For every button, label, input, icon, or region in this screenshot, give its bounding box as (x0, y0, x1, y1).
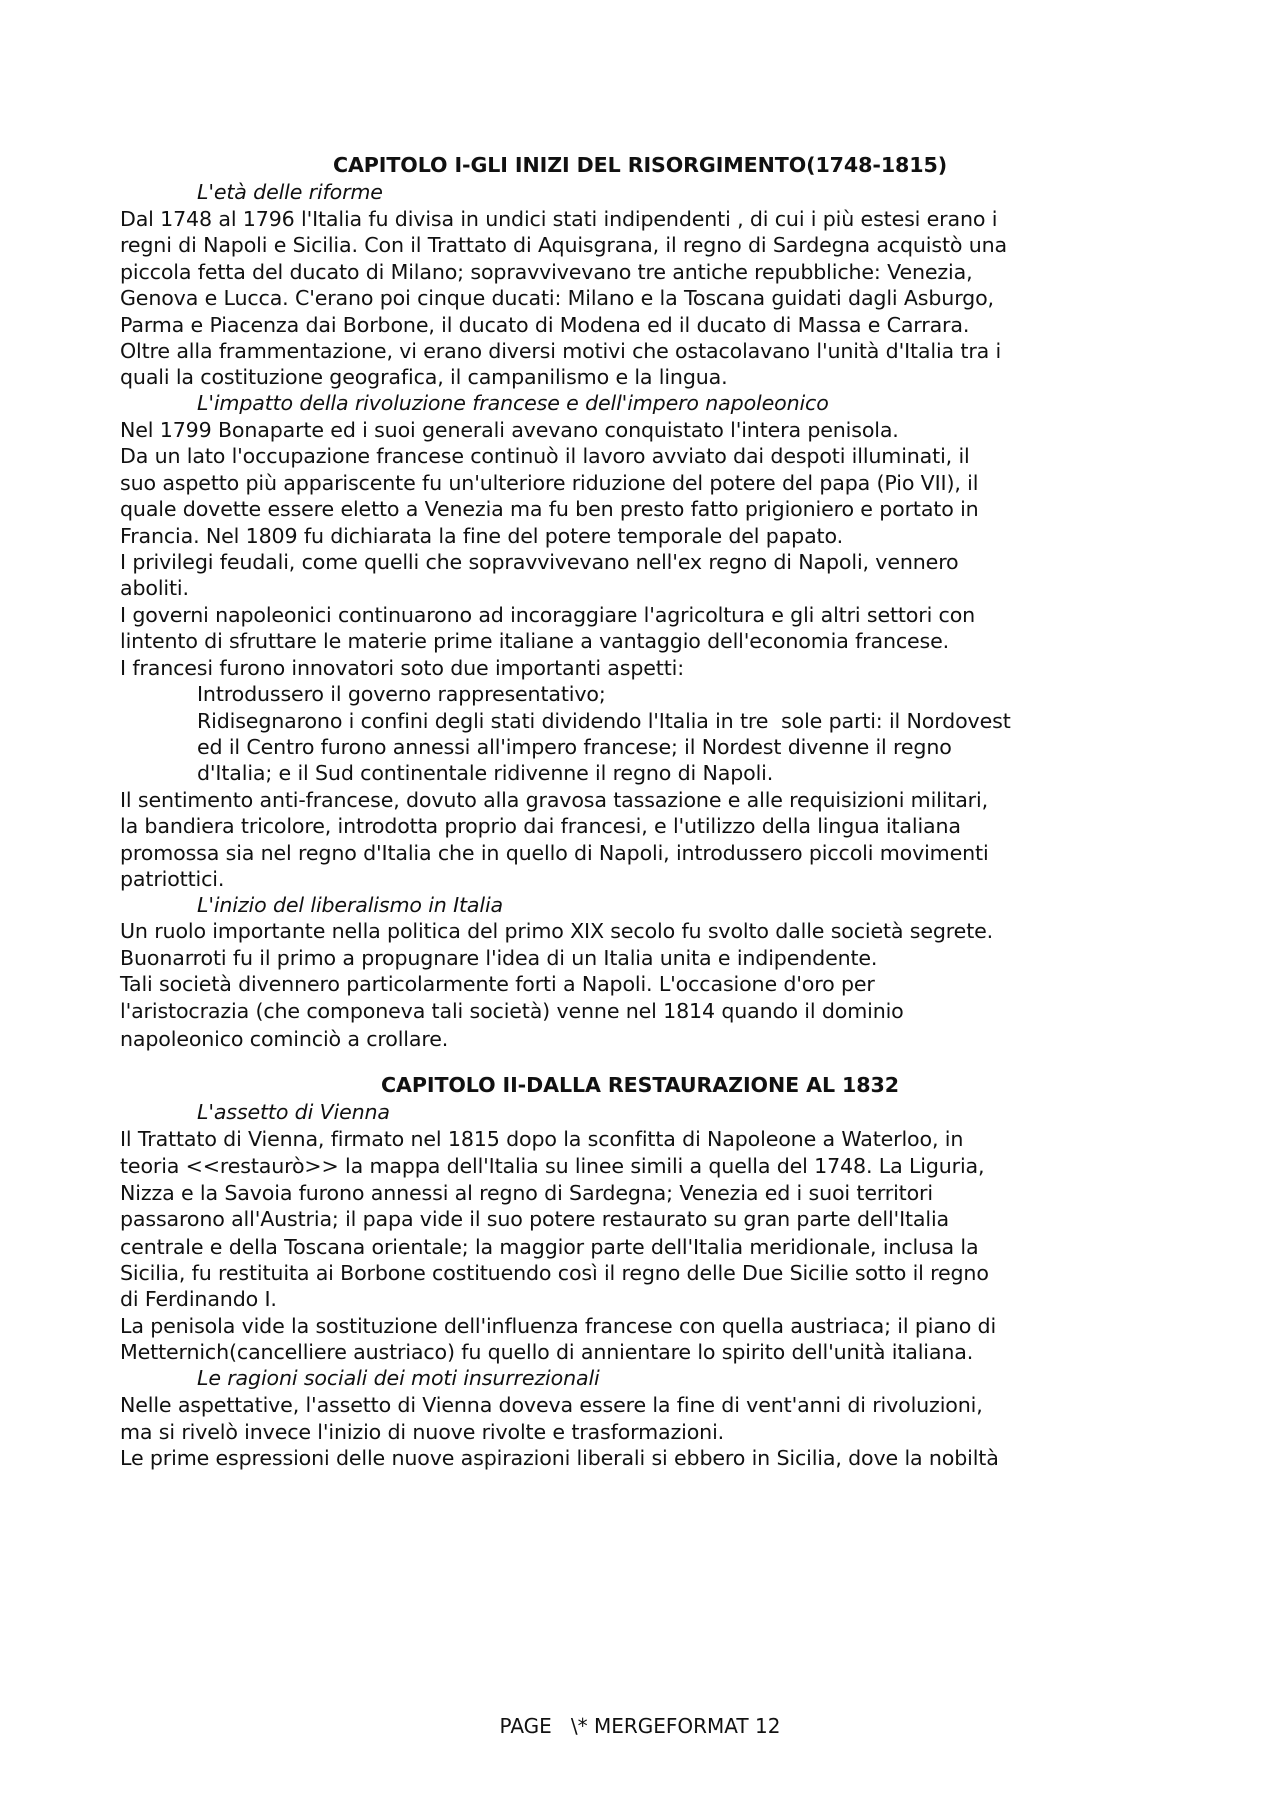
chapter-2-title: CAPITOLO II-DALLA RESTAURAZIONE AL 1832 (381, 1073, 899, 1097)
paragraph-line: Il sentimento anti-francese, dovuto alla gravosa tassazione e alle requisizioni militari, (120, 788, 988, 812)
section-heading-eta-delle-riforme: L'età delle riforme (197, 180, 383, 204)
paragraph-line: passarono all'Austria; il papa vide il suo potere restaurato su gran parte dell'Italia (120, 1207, 950, 1231)
section-heading-impatto-rivoluzione: L'impatto della rivoluzione francese e dell'impero napoleonico (197, 391, 829, 415)
section-heading-ragioni-sociali: Le ragioni sociali dei moti insurrezionali (197, 1366, 600, 1390)
paragraph-line: Parma e Piacenza dai Borbone, il ducato di Modena ed il ducato di Massa e Carrara. (120, 313, 970, 337)
paragraph-line: promossa sia nel regno d'Italia che in quello di Napoli, introdussero piccoli movimenti (120, 841, 989, 865)
paragraph-line: ma si rivelò invece l'inizio di nuove rivolte e trasformazioni. (120, 1420, 725, 1444)
paragraph-line: napoleonico cominciò a crollare. (120, 1027, 449, 1051)
paragraph-line: Genova e Lucca. C'erano poi cinque ducati: Milano e la Toscana guidati dagli Asburgo, (120, 286, 994, 310)
paragraph-line: la bandiera tricolore, introdotta proprio dai francesi, e l'utilizzo della lingua italiana (120, 814, 961, 838)
paragraph-line: patriottici. (120, 867, 225, 891)
paragraph-line: di Ferdinando I. (120, 1287, 277, 1311)
paragraph-line: Nizza e la Savoia furono annessi al regno di Sardegna; Venezia ed i suoi territori (120, 1181, 933, 1205)
paragraph-line: regni di Napoli e Sicilia. Con il Trattato di Aquisgrana, il regno di Sardegna acquistò una (120, 233, 1007, 257)
list-item-line: Introdussero il governo rappresentativo; (197, 682, 606, 706)
paragraph-line: Sicilia, fu restituita ai Borbone costituendo così il regno delle Due Sicilie sotto il regno (120, 1261, 989, 1285)
paragraph-line: Metternich(cancelliere austriaco) fu quello di annientare lo spirito dell'unità italiana. (120, 1340, 974, 1364)
paragraph-line: Da un lato l'occupazione francese continuò il lavoro avviato dai despoti illuminati, il (120, 444, 970, 468)
paragraph-line: Nel 1799 Bonaparte ed i suoi generali avevano conquistato l'intera penisola. (120, 418, 899, 442)
paragraph-line: Buonarroti fu il primo a propugnare l'idea di un Italia unita e indipendente. (120, 946, 878, 970)
paragraph-line: quale dovette essere eletto a Venezia ma fu ben presto fatto prigioniero e portato in (120, 497, 979, 521)
paragraph-line: Tali società divennero particolarmente forti a Napoli. L'occasione d'oro per (120, 972, 875, 996)
paragraph-line: suo aspetto più appariscente fu un'ulteriore riduzione del potere del papa (Pio VII), il (120, 471, 979, 495)
paragraph-line: l'aristocrazia (che componeva tali società) venne nel 1814 quando il dominio (120, 999, 904, 1023)
chapter-1-title: CAPITOLO I-GLI INIZI DEL RISORGIMENTO(1748-1815) (332, 153, 948, 177)
paragraph-line: centrale e della Toscana orientale; la maggior parte dell'Italia meridionale, inclusa la (120, 1235, 979, 1259)
page-number-footer: PAGE \* MERGEFORMAT 12 (499, 1714, 781, 1738)
paragraph-line: I francesi furono innovatori soto due importanti aspetti: (120, 656, 685, 680)
section-heading-inizio-liberalismo: L'inizio del liberalismo in Italia (197, 893, 504, 917)
list-item-line: ed il Centro furono annessi all'impero francese; il Nordest divenne il regno (197, 735, 952, 759)
paragraph-line: piccola fetta del ducato di Milano; sopravvivevano tre antiche repubbliche: Venezia, (120, 260, 973, 284)
paragraph-line: I governi napoleonici continuarono ad incoraggiare l'agricoltura e gli altri settori con (120, 603, 976, 627)
paragraph-line: quali la costituzione geografica, il campanilismo e la lingua. (120, 365, 728, 389)
paragraph-line: Francia. Nel 1809 fu dichiarata la fine del potere temporale del papato. (120, 524, 843, 548)
section-heading-assetto-di-vienna: L'assetto di Vienna (197, 1100, 390, 1124)
paragraph-line: Il Trattato di Vienna, firmato nel 1815 dopo la sconfitta di Napoleone a Waterloo, in (120, 1127, 964, 1151)
list-item-line: Ridisegnarono i confini degli stati dividendo l'Italia in tre sole parti: il Nordovest (197, 709, 1011, 733)
paragraph-line: Nelle aspettative, l'assetto di Vienna doveva essere la fine di vent'anni di rivoluzioni, (120, 1393, 983, 1417)
paragraph-line: Dal 1748 al 1796 l'Italia fu divisa in undici stati indipendenti , di cui i più estesi erano i (120, 207, 998, 231)
paragraph-line: teoria <<restaurò>> la mappa dell'Italia su linee simili a quella del 1748. La Liguria, (120, 1154, 985, 1178)
list-item-line: d'Italia; e il Sud continentale ridivenne il regno di Napoli. (197, 761, 774, 785)
paragraph-line: Un ruolo importante nella politica del primo XIX secolo fu svolto dalle società segrete. (120, 919, 994, 943)
paragraph-line: Oltre alla frammentazione, vi erano diversi motivi che ostacolavano l'unità d'Italia tra i (120, 339, 1002, 363)
paragraph-line: Le prime espressioni delle nuove aspirazioni liberali si ebbero in Sicilia, dove la nobiltà (120, 1446, 999, 1470)
paragraph-line: lintento di sfruttare le materie prime italiane a vantaggio dell'economia francese. (120, 629, 950, 653)
paragraph-line: La penisola vide la sostituzione dell'influenza francese con quella austriaca; il piano di (120, 1314, 997, 1338)
paragraph-line: aboliti. (120, 576, 189, 600)
paragraph-line: I privilegi feudali, come quelli che sopravvivevano nell'ex regno di Napoli, vennero (120, 550, 959, 574)
